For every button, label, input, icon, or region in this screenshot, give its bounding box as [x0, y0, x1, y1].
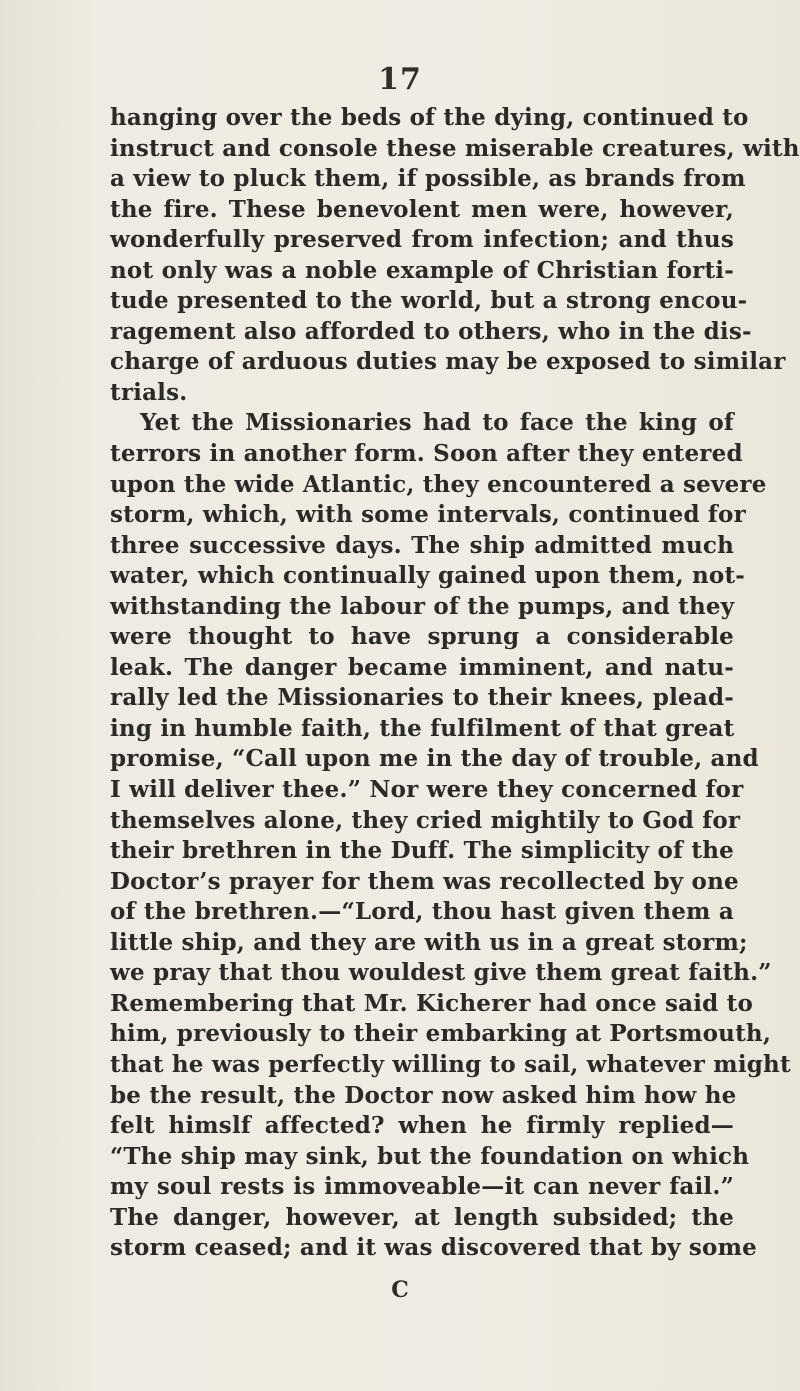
text-line: upon the wide Atlantic, they encountered a severe	[110, 470, 767, 498]
text-line: little ship, and they are with us in a great storm;	[110, 928, 748, 956]
text-line: not only was a noble example of Christian forti-	[110, 256, 734, 284]
text-line: storm, which, with some intervals, continued for	[110, 501, 746, 529]
text-line: three successive days. The ship admitted much	[110, 531, 734, 559]
paragraph-start-line: Yet the Missionaries had to face the king of	[140, 409, 734, 437]
text-line: storm ceased; and it was discovered that by some	[110, 1234, 757, 1262]
text-line: the fire. These benevolent men were, however,	[110, 195, 734, 223]
text-line: I will deliver thee.” Nor were they concerned for	[110, 776, 744, 804]
text-line: rally led the Missionaries to their knees, plead-	[110, 684, 734, 712]
text-line: felt himslf affected? when he firmly replied—	[110, 1112, 734, 1140]
text-line: him, previously to their embarking at Portsmouth,	[110, 1020, 772, 1048]
text-line: Doctor’s prayer for them was recollected by one	[110, 867, 739, 895]
text-line: leak. The danger became imminent, and natu-	[110, 653, 734, 681]
body-text	[110, 103, 800, 1264]
text-line: tude presented to the world, but a strong encou-	[110, 287, 748, 315]
text-line: their brethren in the Duff. The simplicity of the	[110, 837, 734, 865]
page-number: 17	[378, 62, 422, 97]
signature-mark: C	[391, 1277, 409, 1303]
text-line: terrors in another form. Soon after they entered	[110, 440, 743, 468]
text-line: my soul rests is immoveable—it can never fail.”	[110, 1173, 734, 1201]
text-line: themselves alone, they cried mightily to God for	[110, 806, 741, 834]
text-line: ing in humble faith, the fulfilment of that great	[110, 714, 735, 742]
text-line: instruct and console these miserable creatures, with	[110, 134, 800, 162]
text-line: were thought to have sprung a considerable	[110, 623, 734, 651]
text-line: promise, “Call upon me in the day of trouble, and	[110, 745, 759, 773]
text-line: ragement also afforded to others, who in the dis-	[110, 317, 752, 345]
text-line: The danger, however, at length subsided; the	[110, 1203, 734, 1231]
text-line: water, which continually gained upon them, not-	[110, 562, 746, 590]
text-line: we pray that thou wouldest give them great faith.”	[110, 959, 772, 987]
text-line: Remembering that Mr. Kicherer had once said to	[110, 989, 754, 1017]
text-line: be the result, the Doctor now asked him how he	[110, 1081, 737, 1109]
text-line: of the brethren.—“Lord, thou hast given them a	[110, 898, 734, 926]
text-line: wonderfully preserved from infection; and thus	[110, 226, 734, 254]
text-line: that he was perfectly willing to sail, whatever might	[110, 1050, 791, 1078]
text-line: “The ship may sink, but the foundation on which	[110, 1142, 750, 1170]
text-line: charge of arduous duties may be exposed to similar	[110, 348, 786, 376]
paragraph-end-line: trials.	[110, 378, 188, 406]
text-line: withstanding the labour of the pumps, and they	[110, 592, 735, 620]
text-line: hanging over the beds of the dying, continued to	[110, 104, 749, 131]
text-line: a view to pluck them, if possible, as brands from	[110, 165, 746, 193]
